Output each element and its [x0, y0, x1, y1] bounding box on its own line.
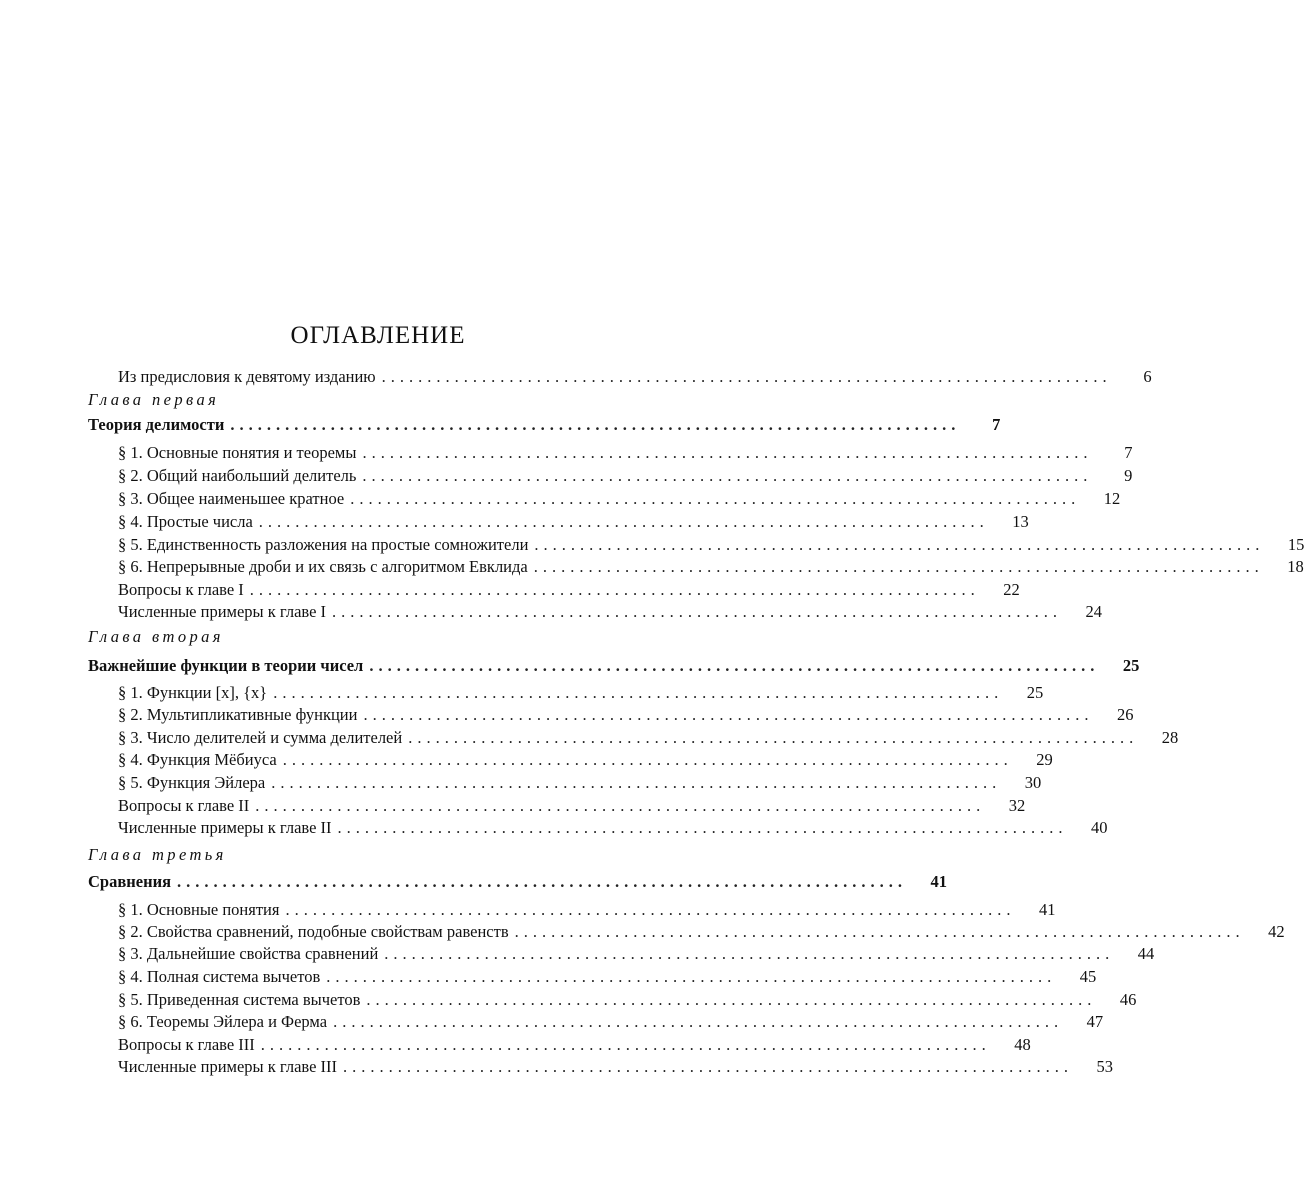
entry-label: § 4. Функция Мёбиуса — [118, 750, 277, 769]
toc-entry — [118, 967, 1097, 991]
toc-entry — [118, 1035, 1031, 1059]
dot-leader: ................................................................................ — [337, 818, 1068, 837]
dot-leader: ................................................................................ — [332, 602, 1063, 621]
toc-entry — [118, 705, 1134, 729]
entry-page: 12 — [1103, 489, 1121, 508]
entry-label: § 6. Непрерывные дроби и их связь с алгоритмом Евклида — [118, 557, 528, 576]
toc-entry — [118, 557, 1304, 581]
entry-page: 15 — [1287, 535, 1304, 554]
entry-page: 41 — [930, 872, 948, 891]
dot-leader: ................................................................................ — [255, 796, 986, 815]
entry-page: 26 — [1116, 705, 1134, 724]
entry-page: 25 — [1122, 656, 1140, 675]
dot-leader: ................................................................................ — [177, 872, 908, 891]
entry-page: 7 — [992, 415, 1001, 434]
chapter-heading: Глава первая — [88, 390, 220, 409]
entry-page: 25 — [1026, 683, 1044, 702]
dot-leader: ................................................................................ — [514, 922, 1245, 941]
dot-leader: ................................................................................ — [326, 967, 1057, 986]
toc-entry — [118, 922, 1285, 946]
entry-label: § 3. Число делителей и сумма делителей — [118, 728, 403, 747]
entry-label: Численные примеры к главе II — [118, 818, 332, 837]
entry-page: 44 — [1137, 944, 1155, 963]
entry-label: § 5. Функция Эйлера — [118, 773, 266, 792]
entry-label: Вопросы к главе III — [118, 1035, 255, 1054]
toc-entry — [118, 773, 1042, 797]
chapter-title-entry — [88, 872, 948, 896]
entry-label: § 5. Приведенная система вычетов — [118, 990, 361, 1009]
dot-leader: ................................................................................ — [384, 944, 1115, 963]
entry-page: 46 — [1119, 990, 1137, 1009]
chapter-heading: Глава вторая — [88, 627, 224, 646]
chapter-title-entry — [88, 656, 1140, 680]
entry-page: 22 — [1003, 580, 1020, 599]
toc-entry — [118, 489, 1121, 513]
entry-page: 7 — [1124, 443, 1133, 462]
entry-page: 41 — [1038, 900, 1056, 919]
toc-entry — [118, 512, 1029, 536]
dot-leader: ................................................................................ — [534, 535, 1265, 554]
page-title: ОГЛАВЛЕНИЕ — [290, 322, 466, 349]
toc-entry — [118, 1057, 1114, 1081]
chapter-heading: Глава третья — [88, 845, 227, 864]
toc-entry — [118, 535, 1304, 559]
dot-leader: ................................................................................ — [350, 489, 1081, 508]
entry-label: Численные примеры к главе III — [118, 1057, 338, 1076]
entry-page: 32 — [1008, 796, 1026, 815]
entry-page: 24 — [1085, 602, 1103, 621]
entry-page: 29 — [1036, 750, 1053, 769]
toc-entry — [118, 602, 1103, 626]
dot-leader: ................................................................................ — [333, 1012, 1064, 1031]
entry-page: 13 — [1012, 512, 1029, 531]
dot-leader: ................................................................................ — [258, 512, 989, 531]
entry-label: § 2. Свойства сравнений, подобные свойствам равенств — [118, 922, 509, 941]
dot-leader: ................................................................................ — [362, 466, 1093, 485]
toc-entry — [118, 900, 1056, 924]
entry-label: Численные примеры к главе I — [118, 602, 327, 621]
chapter-title-entry — [88, 415, 1001, 439]
toc-entry — [118, 580, 1020, 604]
dot-leader: ................................................................................ — [249, 580, 980, 599]
dot-leader: ................................................................................ — [381, 367, 1112, 386]
entry-label: § 1. Функции [x], {x} — [118, 683, 268, 702]
dot-leader: ................................................................................ — [271, 773, 1002, 792]
toc-entry — [118, 944, 1155, 968]
chapter-title: Сравнения — [88, 872, 172, 891]
toc-entry — [118, 683, 1044, 707]
entry-page: 28 — [1161, 728, 1179, 747]
toc-entry — [118, 750, 1053, 774]
entry-page: 9 — [1124, 466, 1133, 485]
entry-label: Из предисловия к девятому изданию — [118, 367, 376, 386]
entry-page: 42 — [1268, 922, 1285, 941]
dot-leader: ................................................................................ — [366, 990, 1097, 1009]
toc-entry — [118, 818, 1108, 842]
toc-entry — [118, 466, 1133, 490]
dot-leader: ................................................................................ — [369, 656, 1100, 675]
entry-page: 40 — [1091, 818, 1108, 837]
toc-entry — [118, 443, 1133, 467]
entry-page: 30 — [1024, 773, 1042, 792]
entry-label: § 3. Дальнейшие свойства сравнений — [118, 944, 379, 963]
entry-page: 45 — [1079, 967, 1097, 986]
entry-label: Вопросы к главе II — [118, 796, 250, 815]
toc-entry — [118, 728, 1179, 752]
entry-label: § 4. Полная система вычетов — [118, 967, 321, 986]
toc-entry-preface — [118, 367, 1152, 391]
chapter-title: Важнейшие функции в теории чисел — [88, 656, 364, 675]
dot-leader: ................................................................................ — [260, 1035, 991, 1054]
dot-leader: ................................................................................ — [362, 443, 1093, 462]
entry-label: § 3. Общее наименьшее кратное — [118, 489, 345, 508]
entry-page: 48 — [1014, 1035, 1031, 1054]
toc-entry — [118, 990, 1137, 1014]
entry-label: § 2. Общий наибольший делитель — [118, 466, 357, 485]
dot-leader: ................................................................................ — [363, 705, 1094, 724]
entry-page: 53 — [1096, 1057, 1114, 1076]
dot-leader: ................................................................................ — [343, 1057, 1074, 1076]
entry-label: § 4. Простые числа — [118, 512, 253, 531]
dot-leader: ................................................................................ — [408, 728, 1139, 747]
entry-page: 6 — [1143, 367, 1152, 386]
chapter-title: Теория делимости — [88, 415, 225, 434]
entry-label: § 5. Единственность разложения на простые сомножители — [118, 535, 529, 554]
dot-leader: ................................................................................ — [282, 750, 1013, 769]
dot-leader: ................................................................................ — [533, 557, 1264, 576]
toc-entry — [118, 1012, 1104, 1036]
entry-label: § 2. Мультипликативные функции — [118, 705, 358, 724]
entry-label: Вопросы к главе I — [118, 580, 244, 599]
dot-leader: ................................................................................ — [285, 900, 1016, 919]
entry-page: 18 — [1287, 557, 1304, 576]
dot-leader: ................................................................................ — [273, 683, 1004, 702]
toc-entry — [118, 796, 1026, 820]
entry-label: § 1. Основные понятия — [118, 900, 280, 919]
entry-page: 47 — [1086, 1012, 1104, 1031]
entry-label: § 6. Теоремы Эйлера и Ферма — [118, 1012, 328, 1031]
dot-leader: ................................................................................ — [230, 415, 961, 434]
entry-label: § 1. Основные понятия и теоремы — [118, 443, 357, 462]
